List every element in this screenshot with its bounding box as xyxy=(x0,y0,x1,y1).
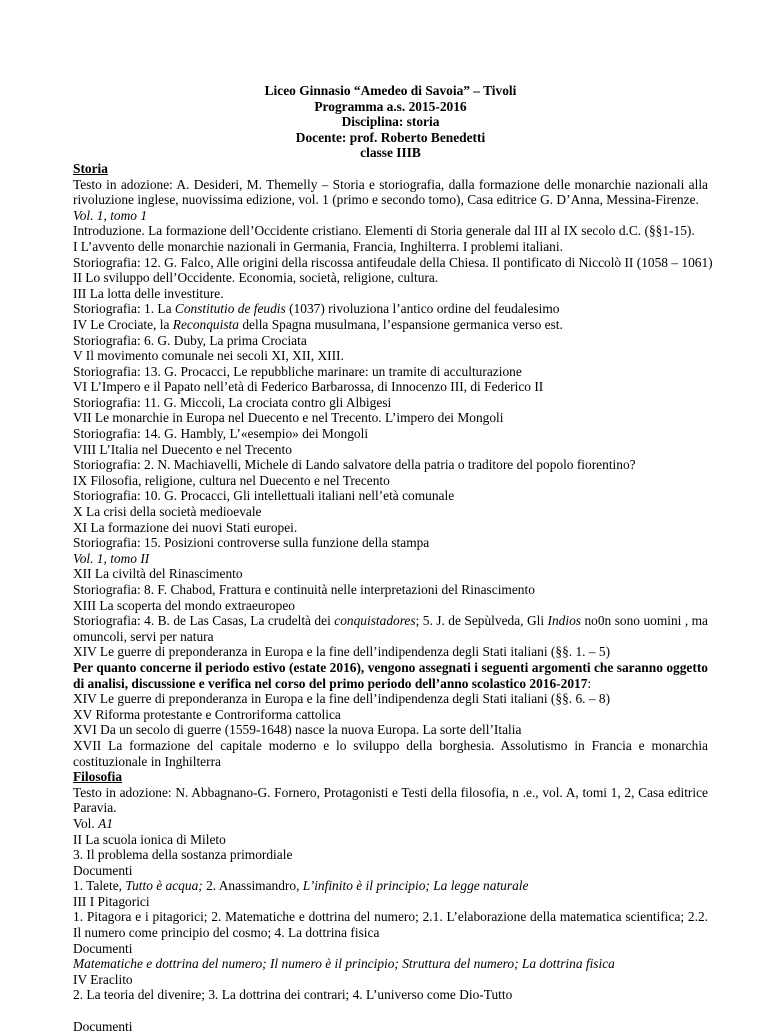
program-line: III I Pitagorici xyxy=(73,893,150,909)
subject: Disciplina: storia xyxy=(341,114,440,130)
program-line: Storiografia: 1. La Constitutio de feudis (1037) rivoluziona l’antico ordine del feudalesimo xyxy=(73,301,560,317)
section-heading-filosofia: Filosofia xyxy=(73,769,123,785)
program-line: IX Filosofia, religione, cultura nel Duecento e nel Trecento xyxy=(73,472,390,488)
program-line: V Il movimento comunale nei secoli XI, XII, XIII. xyxy=(73,348,344,364)
program-line: VI L’Impero e il Papato nell’età di Federico Barbarossa, di Innocenzo III, di Federico II xyxy=(73,379,544,395)
program-line: XV Riforma protestante e Controriforma cattolica xyxy=(73,706,341,722)
program-line: VII Le monarchie in Europa nel Duecento e nel Trecento. L’impero dei Mongoli xyxy=(73,410,504,426)
documents-label: Documenti xyxy=(73,1018,133,1034)
program-line: Storiografia: 2. N. Machiavelli, Michele di Lando salvatore della patria o traditore del popolo fiorentino? xyxy=(73,457,636,473)
program-line: Storiografia: 6. G. Duby, La prima Crociata xyxy=(73,332,307,348)
summer-assignment-note: Per quanto concerne il periodo estivo (estate 2016), vengono assegnati i seguenti argomenti che saranno oggetto di analisi, discussione e verifica nel corso del primo periodo dell’anno scolastico 2016-2017: xyxy=(73,659,708,691)
program-line: 2. La teoria del divenire; 3. La dottrina dei contrari; 4. L’universo come Dio-Tutto xyxy=(73,987,513,1003)
program-line: Storiografia: 11. G. Miccoli, La crociata contro gli Albigesi xyxy=(73,394,392,410)
filosofia-textbook: Testo in adozione: N. Abbagnano-G. Fornero, Protagonisti e Testi della filosofia, n .e., vol. A, tomi 1, 2, Casa editrice Paravia. xyxy=(73,784,708,816)
program-line: X La crisi della società medioevale xyxy=(73,504,262,520)
program-line: IV Eraclito xyxy=(73,971,133,987)
program-line: III La lotta delle investiture. xyxy=(73,285,224,301)
program-line: XVI Da un secolo di guerre (1559-1648) nasce la nuova Europa. La sorte dell’Italia xyxy=(73,722,522,738)
document-page xyxy=(73,83,713,1034)
class-name: classe IIIB xyxy=(360,145,421,161)
program-line: Storiografia: 15. Posizioni controverse sulla funzione della stampa xyxy=(73,535,430,551)
program-line: Introduzione. La formazione dell’Occidente cristiano. Elementi di Storia generale dal III al IX secolo d.C. (§§1-15). xyxy=(73,223,695,239)
volume-heading: Vol. A1 xyxy=(73,815,113,831)
storia-textbook: Testo in adozione: A. Desideri, M. Themelly – Storia e storiografia, dalla formazione delle monarchie nazionali alla rivoluzione inglese, nuovissima edizione, vol. 1 (primo e secondo tomo), Casa editrice G. D’Anna, Messina-Firenze. xyxy=(73,176,708,208)
document-header xyxy=(73,83,708,161)
documents-label: Documenti xyxy=(73,862,133,878)
program-line: XIII La scoperta del mondo extraeuropeo xyxy=(73,597,295,613)
program-line: IV Le Crociate, la Reconquista della Spagna musulmana, l’espansione germanica verso est. xyxy=(73,316,563,332)
program-line: XVII La formazione del capitale moderno e lo sviluppo della borghesia. Assolutismo in Francia e monarchia costituzionale in Inghilterra xyxy=(73,737,708,769)
program-line: Storiografia: 4. B. de Las Casas, La crudeltà dei conquistadores; 5. J. de Sepùlveda, Gli Indios no0n sono uomini , ma omuncoli, servi per natura xyxy=(73,613,708,644)
program-line: XIV Le guerre di preponderanza in Europa e la fine dell’indipendenza degli Stati italiani (§§. 6. – 8) xyxy=(73,691,611,707)
teacher: Docente: prof. Roberto Benedetti xyxy=(295,129,486,145)
program-line: XIV Le guerre di preponderanza in Europa e la fine dell’indipendenza degli Stati italiani (§§. 1. – 5) xyxy=(73,644,611,660)
section-heading-storia: Storia xyxy=(73,160,108,176)
volume-heading: Vol. 1, tomo II xyxy=(73,550,150,566)
program-line: VIII L’Italia nel Duecento e nel Trecento xyxy=(73,441,292,457)
program-line: Storiografia: 10. G. Procacci, Gli intellettuali italiani nell’età comunale xyxy=(73,488,455,504)
program-line: 1. Pitagora e i pitagorici; 2. Matematiche e dottrina del numero; 2.1. L’elaborazione della matematica scientifica; 2.2. Il numero come principio del cosmo; 4. La dottrina fisica xyxy=(73,909,708,941)
program-year: Programma a.s. 2015-2016 xyxy=(314,98,467,114)
program-line: Storiografia: 13. G. Procacci, Le repubbliche marinare: un tramite di acculturazione xyxy=(73,363,522,379)
program-line: II La scuola ionica di Mileto xyxy=(73,831,226,847)
program-line: Storiografia: 8. F. Chabod, Frattura e continuità nelle interpretazioni del Rinascimento xyxy=(73,582,535,597)
documents-label: Documenti xyxy=(73,940,133,956)
program-line: I L’avvento delle monarchie nazionali in Germania, Francia, Inghilterra. I problemi italiani. xyxy=(73,238,563,254)
program-line: II Lo sviluppo dell’Occidente. Economia, società, religione, cultura. xyxy=(73,270,439,286)
program-line: 1. Talete, Tutto è acqua; 2. Anassimandro, L’infinito è il principio; La legge naturale xyxy=(73,878,529,894)
program-line: XII La civiltà del Rinascimento xyxy=(73,566,243,582)
program-line: 3. Il problema della sostanza primordiale xyxy=(73,847,293,863)
school-name: Liceo Ginnasio “Amedeo di Savoia” – Tivoli xyxy=(264,83,517,98)
program-line: Storiografia: 12. G. Falco, Alle origini della riscossa antifeudale della Chiesa. Il pontificato di Niccolò II (1058 – 1061) xyxy=(73,254,713,270)
volume-heading: Vol. 1, tomo 1 xyxy=(73,207,148,223)
program-line: Matematiche e dottrina del numero; Il numero è il principio; Struttura del numero; La dottrina fisica xyxy=(73,956,615,972)
program-line: Storiografia: 14. G. Hambly, L’«esempio» dei Mongoli xyxy=(73,426,369,442)
program-line: XI La formazione dei nuovi Stati europei. xyxy=(73,519,298,535)
